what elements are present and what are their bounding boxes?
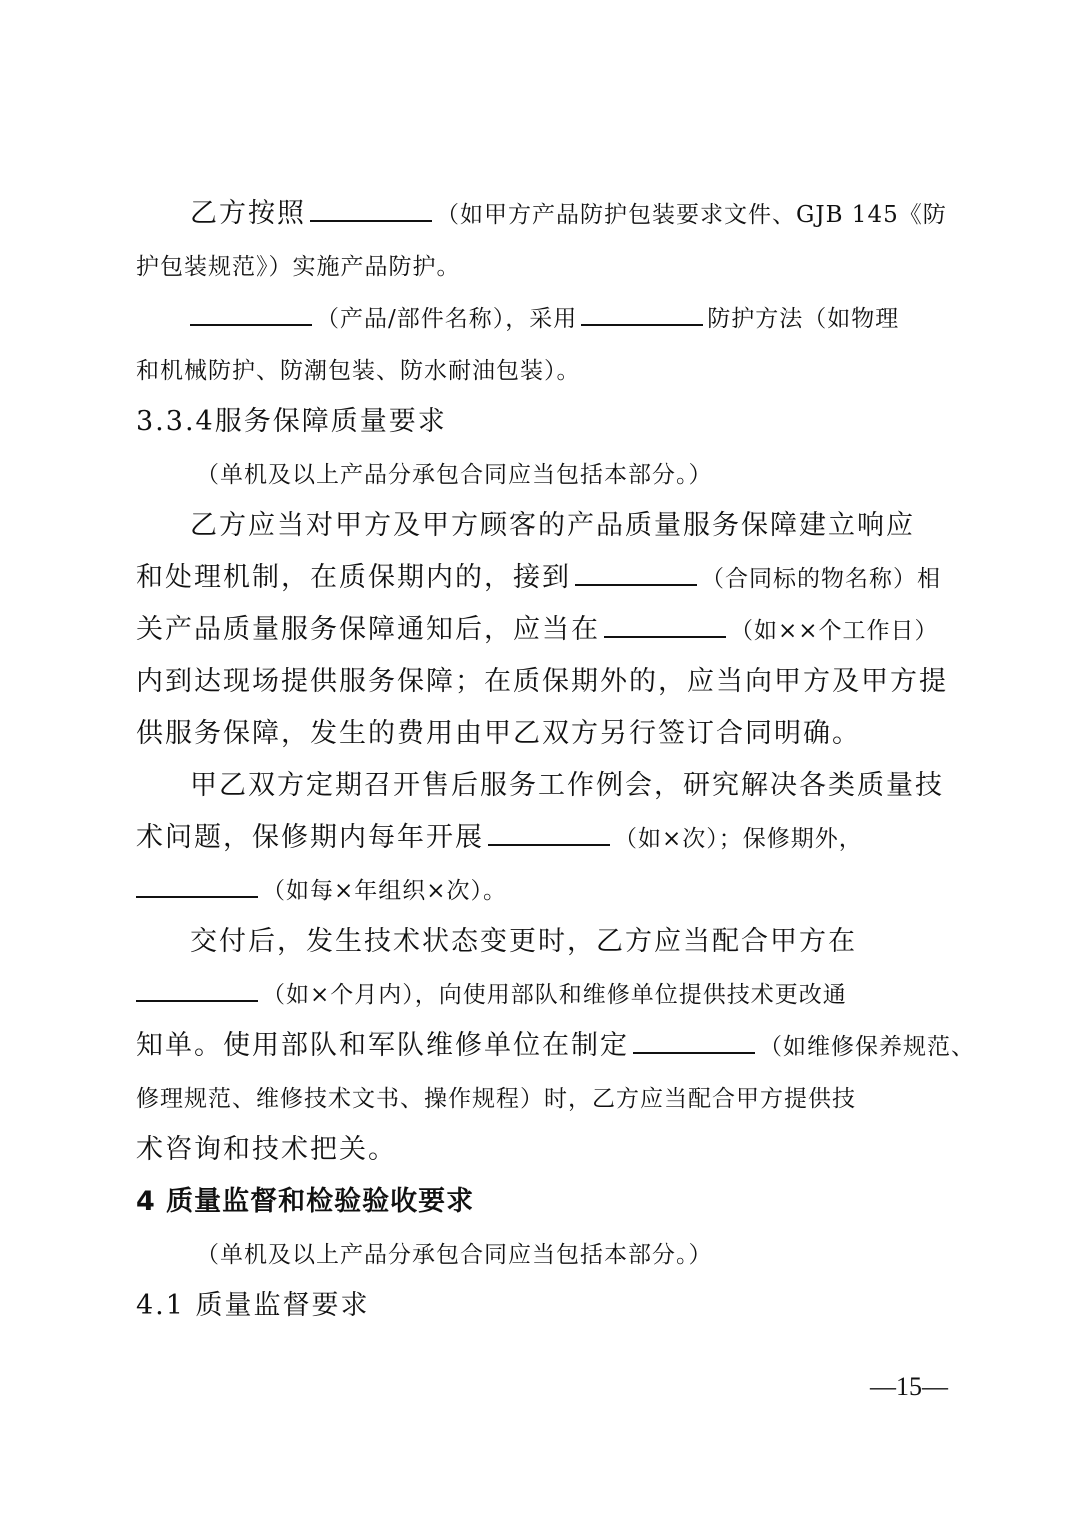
fill-blank — [136, 974, 258, 1002]
paragraph-line — [136, 558, 948, 599]
paragraph-line — [136, 1130, 948, 1170]
text: （如×次）；保修期外， — [614, 826, 863, 852]
text: 内到达现场提供服务保障；在质保期外的，应当向甲方及甲方提 — [136, 666, 948, 697]
paragraph-line — [136, 350, 948, 391]
paragraph-line — [136, 714, 948, 754]
text: 护包装规范》）实施产品防护。 — [136, 254, 461, 280]
text: （如××个工作日） — [730, 618, 939, 644]
text: 供服务保障，发生的费用由甲乙双方另行签订合同明确。 — [136, 718, 861, 749]
text: 术问题，保修期内每年开展 — [136, 822, 484, 853]
fill-blank — [190, 298, 312, 326]
text: 修理规范、维修技术文书、操作规程）时，乙方应当配合甲方提供技 — [136, 1086, 856, 1112]
text: 防护方法（如物理 — [707, 306, 900, 332]
text: 4 质量监督和检验验收要求 — [136, 1186, 475, 1217]
fill-blank — [488, 818, 610, 846]
section-heading-4 — [136, 1182, 948, 1222]
page-number: —15— — [870, 1372, 948, 1401]
text: 知单。使用部队和军队维修单位在制定 — [136, 1030, 629, 1061]
fill-blank — [310, 194, 432, 222]
text: （如维修保养规范、 — [759, 1034, 975, 1060]
text: （如×个月内），向使用部队和维修单位提供技术更改通 — [262, 982, 847, 1008]
paragraph-line — [190, 194, 948, 235]
paragraph-line — [136, 1078, 948, 1119]
paragraph-line — [136, 1026, 975, 1067]
fill-blank — [581, 298, 703, 326]
paragraph-line — [186, 298, 948, 339]
paragraph-line — [190, 922, 948, 962]
text: （产品/部件名称），采用 — [316, 306, 578, 332]
text: 4.1 质量监督要求 — [136, 1290, 370, 1321]
text: （合同标的物名称）相 — [701, 566, 941, 592]
fill-blank — [633, 1026, 755, 1054]
paragraph-line — [190, 766, 948, 806]
text: （单机及以上产品分承包合同应当包括本部分。） — [196, 1242, 713, 1268]
text: 和机械防护、防潮包装、防水耐油包装）。 — [136, 358, 581, 384]
paragraph-line — [136, 974, 948, 1015]
text: 3.3.4服务保障质量要求 — [136, 406, 447, 437]
paragraph-line — [136, 662, 948, 702]
text: 术咨询和技术把关。 — [136, 1134, 397, 1165]
text: 关产品质量服务保障通知后，应当在 — [136, 614, 600, 645]
fill-blank — [575, 558, 697, 586]
text: （如甲方产品防护包装要求文件、GJB 145《防 — [436, 202, 947, 228]
fill-blank — [604, 610, 726, 638]
text: 交付后，发生技术状态变更时，乙方应当配合甲方在 — [190, 926, 857, 957]
text: 乙方应当对甲方及甲方顾客的产品质量服务保障建立响应 — [190, 510, 915, 541]
note — [196, 454, 948, 495]
paragraph-line — [190, 506, 948, 546]
text: 和处理机制，在质保期内的，接到 — [136, 562, 571, 593]
section-heading-3-3-4 — [136, 402, 948, 442]
text: （单机及以上产品分承包合同应当包括本部分。） — [196, 462, 713, 488]
paragraph-line — [136, 818, 948, 859]
paragraph-line — [136, 610, 948, 651]
paragraph-line — [136, 246, 948, 287]
section-heading-4-1 — [136, 1286, 948, 1326]
paragraph-line — [136, 870, 948, 911]
text: 乙方按照 — [190, 198, 306, 229]
text: （如每×年组织×次）。 — [262, 878, 508, 904]
fill-blank — [136, 870, 258, 898]
note — [196, 1234, 948, 1275]
text: 甲乙双方定期召开售后服务工作例会，研究解决各类质量技 — [190, 770, 944, 801]
